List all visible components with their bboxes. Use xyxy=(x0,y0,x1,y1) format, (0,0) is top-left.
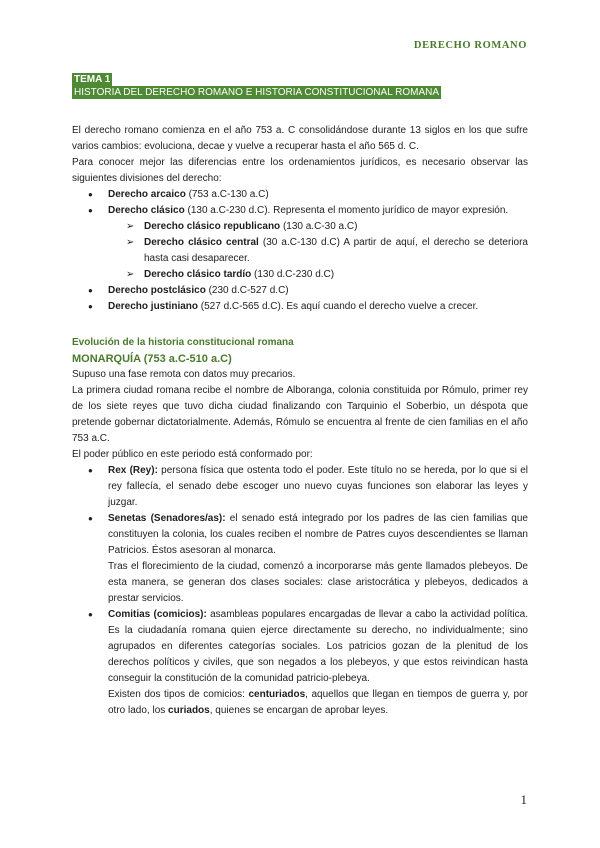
intro-paragraph-2: Para conocer mejor las diferencias entre los ordenamientos jurídicos, es necesario observar las siguientes divisiones del derecho: xyxy=(72,157,528,184)
list-item: ● Derecho clásico (130 a.C-230 d.C). Representa el momento jurídico de mayor expresión. xyxy=(72,203,528,219)
page-content xyxy=(72,73,528,719)
list-item: ➢ Derecho clásico central (30 a.C-130 d.C) A partir de aquí, el derecho se deteriora hasta casi desaparecer. xyxy=(72,235,528,267)
tema-label: TEMA 1 xyxy=(74,74,111,85)
list-item-senetas: ● Senetas (Senadores/as): el senado está integrado por los padres de las cien familias que constituyen la colonia, los cuales reciben el nombre de Patres cuyos descendientes se llaman Patricios. Éstos asesoran al monarca. Tras el florecimiento de la ciudad, comenzó a incorporarse más gente llamados plebeyos. De esta manera, se generan dos clases sociales: clase aristocrática y plebeyos, dedicados a prestar servicios. xyxy=(72,511,528,607)
list-item-comitias: ● Comitias (comicios): asambleas populares encargadas de llevar a cabo la actividad política. Es la ciudadanía romana quien ejerce directamente su derecho, no individualmente; sino agrupados en diferentes categorías sociales. Los patricios gozan de la plenitud de los derechos políticos y civiles, que son negados a los plebeyos, y que estos reivindican hasta conseguir la constitución de la comunidad patricio-plebeya. Existen dos tipos de comicios: centuriados, aquellos que llegan en tiempos de guerra y, por otro lado, los curiados, quienes se encargan de aprobar leyes. xyxy=(72,607,528,719)
list-item: ● Derecho postclásico (230 d.C-527 d.C) xyxy=(72,283,528,299)
monarquia-paragraph-3: El poder público en este periodo está conformado por: xyxy=(72,449,313,460)
divisiones-list xyxy=(72,187,528,315)
comitias-extra: Existen dos tipos de comicios: centuriados, aquellos que llegan en tiempos de guerra y, por otro lado, los curiados, quienes se encargan de aprobar leyes. xyxy=(108,689,528,716)
senetas-extra: Tras el florecimiento de la ciudad, comenzó a incorporarse más gente llamados plebeyos. De esta manera, se generan dos clases sociales: clase aristocrática y plebeyos, dedicados a prestar servicios. xyxy=(108,561,528,604)
page-number: 1 xyxy=(520,792,527,807)
intro-paragraph-1: El derecho romano comienza en el año 753 a. C consolidándose durante 13 siglos en los que sufre varios cambios: evoluciona, decae y vuelve a recuperar hasta el año 565 d. C. xyxy=(72,125,528,152)
monarquia-paragraph-1: Supuso una fase remota con datos muy precarios. xyxy=(72,369,296,380)
list-item: ➢ Derecho clásico tardío (130 d.C-230 d.C) xyxy=(72,267,528,283)
list-item: ➢ Derecho clásico republicano (130 a.C-30 a.C) xyxy=(72,219,528,235)
list-item-rex: ● Rex (Rey): persona física que ostenta todo el poder. Este título no se hereda, por lo que si el rey fallecía, el senado debe escoger uno nuevo cuyas funciones son elaborar las leyes y juzgar. xyxy=(72,463,528,511)
tema-heading: HISTORIA DEL DERECHO ROMANO E HISTORIA CONSTITUCIONAL ROMANA xyxy=(74,87,440,98)
list-item: ● Derecho justiniano (527 d.C-565 d.C). Es aquí cuando el derecho vuelve a crecer. xyxy=(72,299,528,315)
evolucion-title: Evolución de la historia constitucional romana xyxy=(72,337,294,348)
list-item: ● Derecho arcaico (753 a.C-130 a.C) xyxy=(72,187,528,203)
monarquia-heading: MONARQUÍA (753 a.C-510 a.C) xyxy=(72,353,232,365)
poderes-list xyxy=(72,463,528,719)
monarquia-paragraph-2: La primera ciudad romana recibe el nombre de Alboranga, colonia constituida por Rómulo, primer rey de los siete reyes que tuvo dicha ciudad finalizando con Tarquinio el Soberbio, un déspota que pretende gobernar dictatorialmente. Además, Rómulo se encuentra al frente de cien familias en el año 753 a.C. xyxy=(72,385,528,444)
document-header-title: DERECHO ROMANO xyxy=(413,40,527,51)
